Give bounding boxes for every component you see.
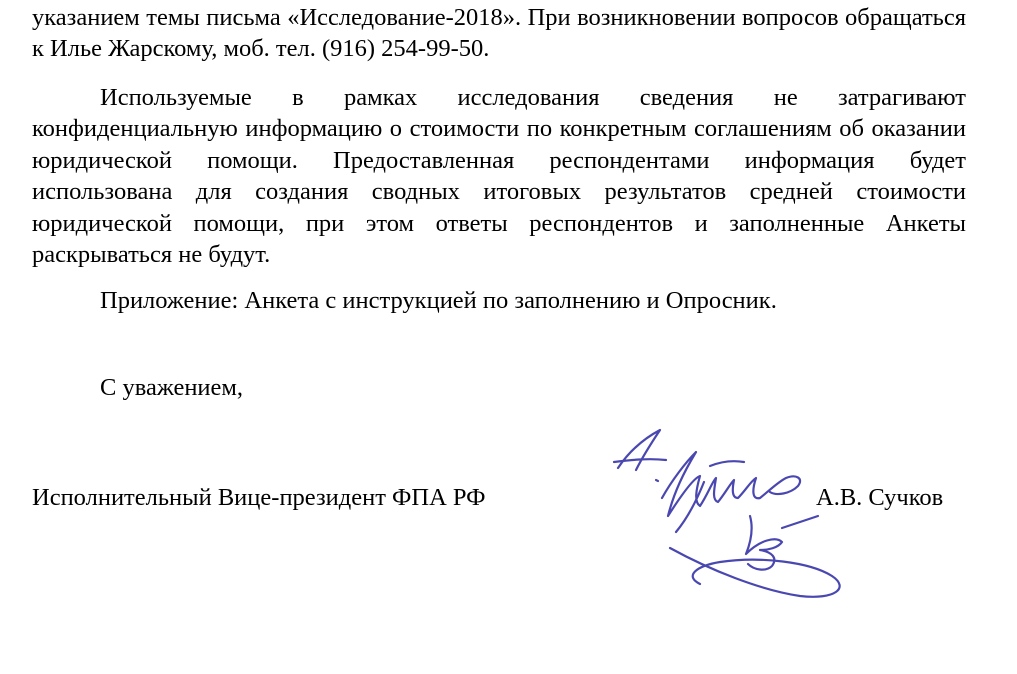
paragraph-confidentiality: Используемые в рамках исследования сведения не затрагивают конфиденциальную информацию о стоимости по конкретным соглашениям об оказании юридической помощи. Предоставленная респондентами информация будет использована для создания сводных итоговых результатов средней стоимости юридической помощи, при этом ответы респондентов и заполненные Анкеты раскрываться не будут. [32, 84, 966, 269]
paragraph-contact-info: указанием темы письма «Исследование-2018». При возникновении вопросов обращаться к Илье Жарскому, моб. тел. (916) 254-99-50. [32, 4, 966, 63]
paragraph-attachment: Приложение: Анкета с инструкцией по заполнению и Опросник. [100, 287, 777, 314]
signatory-position: Исполнительный Вице-президент ФПА РФ [32, 484, 486, 511]
closing-salutation: С уважением, [100, 374, 244, 401]
signatory-name: А.В. Сучков [816, 484, 944, 511]
handwritten-signature [600, 420, 860, 630]
